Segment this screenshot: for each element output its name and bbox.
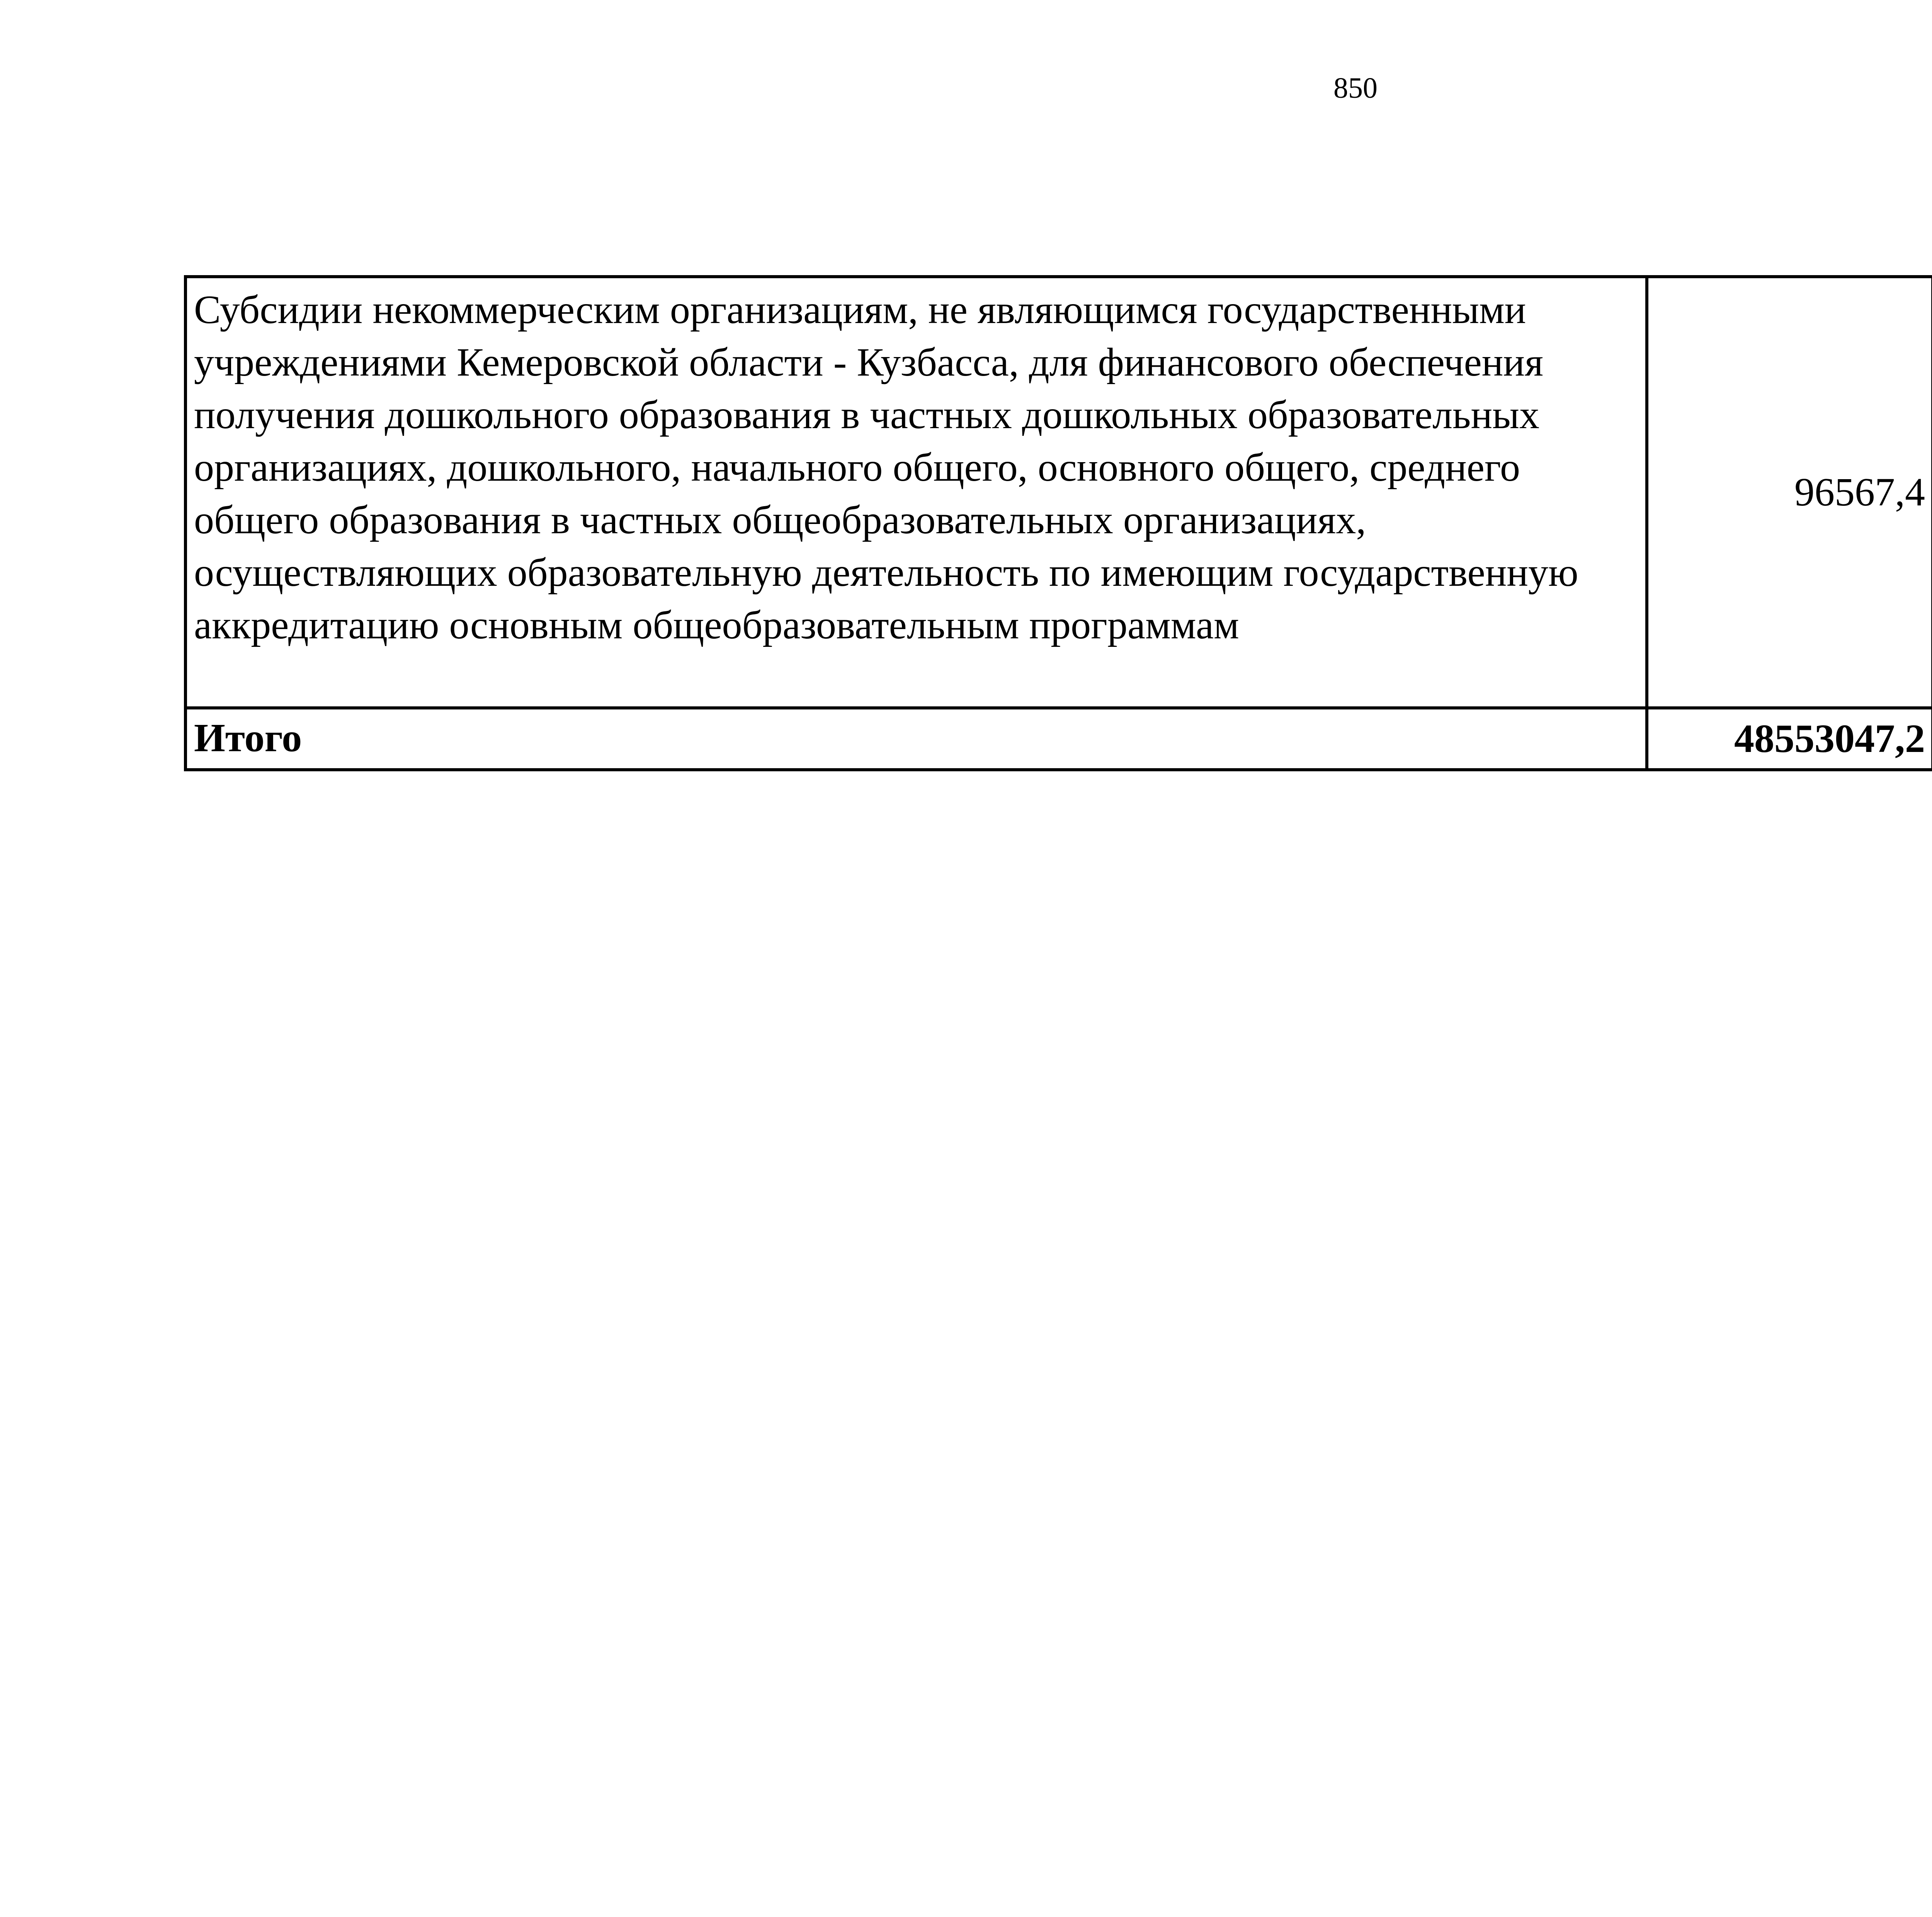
total-value-year-1: 48553047,2 bbox=[1647, 708, 1932, 770]
table-row bbox=[185, 277, 1932, 708]
budget-table bbox=[184, 275, 1932, 771]
page-number: 850 bbox=[1333, 72, 1378, 104]
row-value-year-1: 96567,4 bbox=[1647, 277, 1932, 708]
total-label: Итого bbox=[185, 708, 1647, 770]
row-name: Субсидии некоммерческим организациям, не являющимся государственными учреждениями Кемеровской области - Кузбасса, для финансового обеспечения получения дошкольного образования в частных дошкольных образовательных организациях, дошкольного, начального общего, основного общего, среднего общего образования в частных общеобразовательных организациях, осуществляющих образовательную деятельность по имеющим государственную аккредитацию основным общеобразовательным программам bbox=[185, 277, 1647, 708]
total-row bbox=[185, 708, 1932, 770]
